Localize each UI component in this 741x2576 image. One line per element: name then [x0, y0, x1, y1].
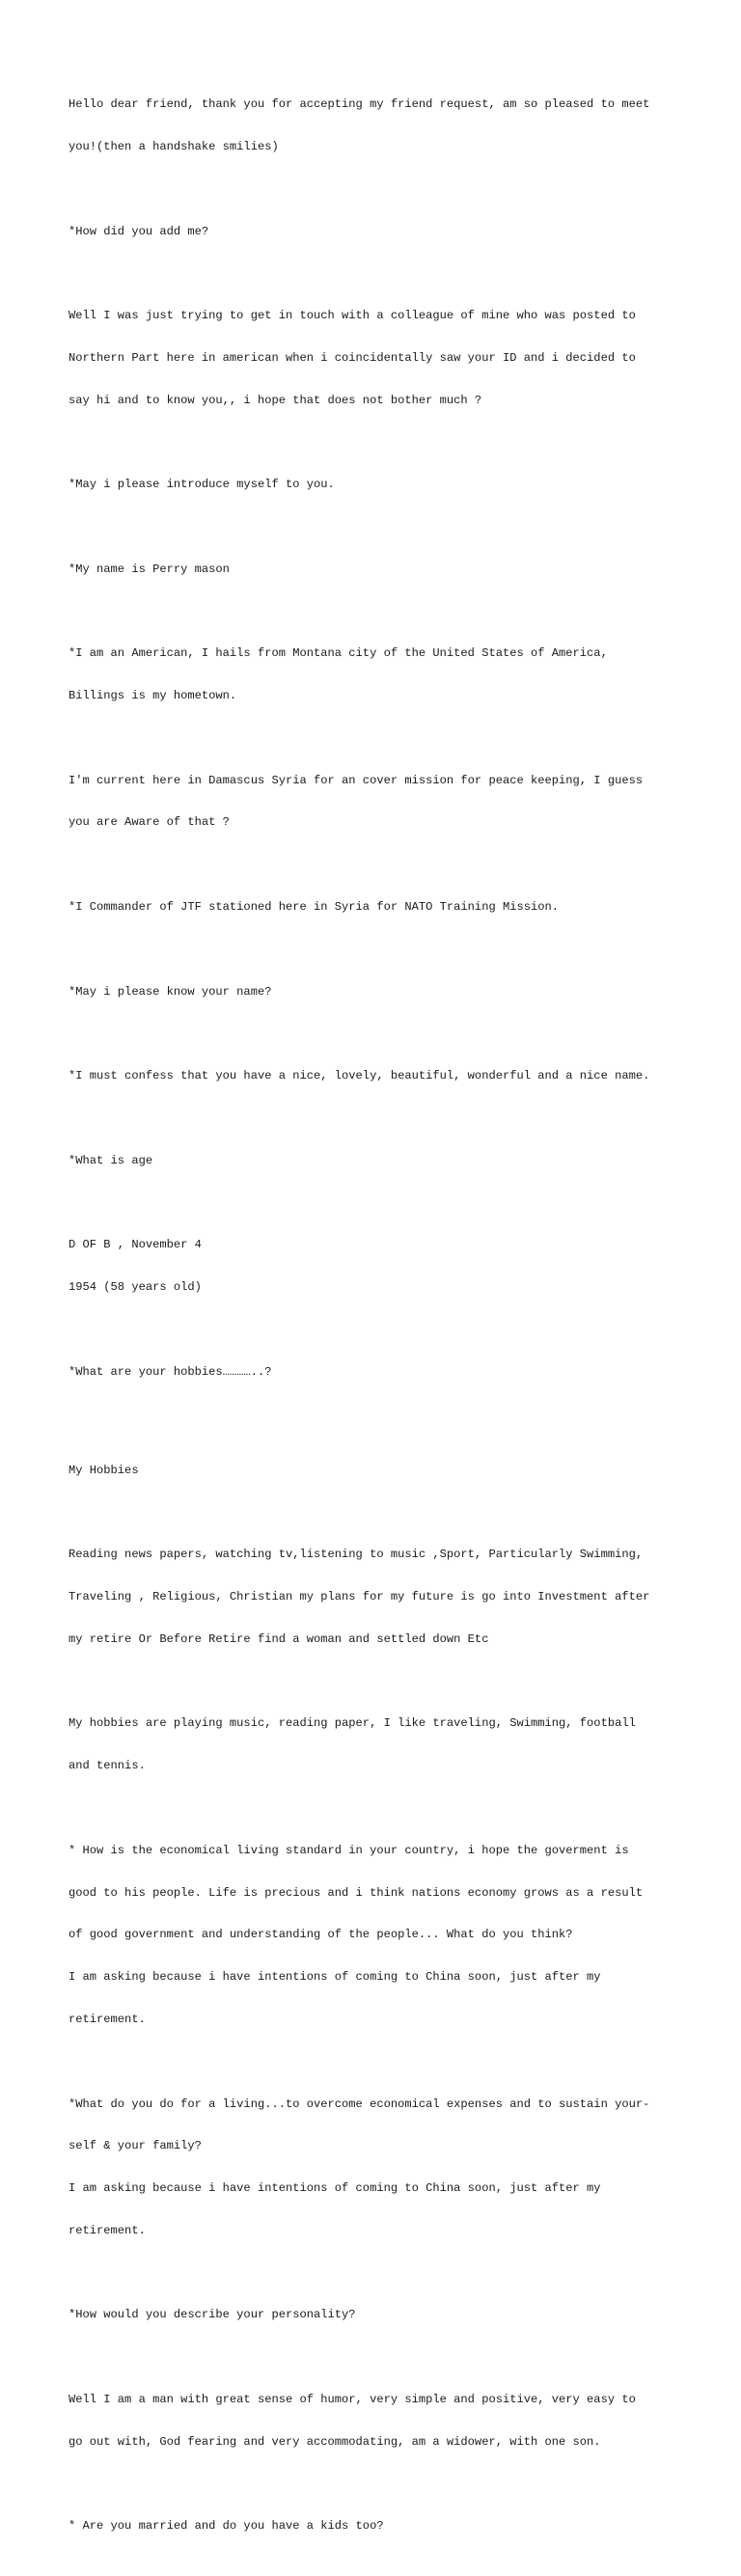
paragraph-ask-age [69, 1126, 686, 1196]
text-line: Hello dear friend, thank you for accepting my friend request, am so pleased to meet [69, 97, 650, 112]
paragraph-ask-name [69, 956, 686, 1027]
paragraph-ask-married [69, 2491, 686, 2562]
text-line: good to his people. Life is precious and i think nations economy grows as a result [69, 1885, 644, 1900]
text-line: say hi and to know you,, i hope that does not bother much ? [69, 393, 482, 407]
paragraph-answer-add [69, 281, 686, 436]
text-line: 1954 (58 years old) [69, 1280, 202, 1295]
text-line: go out with, God fearing and very accommodating, am a widower, with one son. [69, 2434, 601, 2449]
text-line: *How did you add me? [69, 224, 209, 238]
paragraph-personality [69, 2365, 686, 2478]
paragraph-hobbies-list [69, 1520, 686, 1675]
text-line: *I Commander of JTF stationed here in Syria for NATO Training Mission. [69, 900, 560, 915]
text-line: D OF B , November 4 [69, 1238, 202, 1252]
paragraph-introduce [69, 450, 686, 520]
text-line: you are Aware of that ? [69, 815, 230, 830]
text-line: of good government and understanding of the people... What do you think? [69, 1928, 573, 1942]
text-line: my retire Or Before Retire find a woman and settled down Etc [69, 1631, 489, 1646]
text-line: you!(then a handshake smilies) [69, 139, 279, 153]
paragraph-dob [69, 1210, 686, 1323]
paragraph-commander [69, 872, 686, 943]
text-line: *May i please introduce myself to you. [69, 478, 335, 492]
text-line: *My name is Perry mason [69, 562, 230, 576]
text-line: *What is age [69, 1153, 153, 1167]
text-line: * Are you married and do you have a kids too? [69, 2519, 384, 2534]
text-line: and tennis. [69, 1759, 146, 1773]
text-line: *May i please know your name? [69, 984, 272, 999]
text-line: I am asking because i have intentions of coming to China soon, just after my [69, 2181, 601, 2196]
text-line: retirement. [69, 2012, 146, 2026]
text-line: My Hobbies [69, 1463, 139, 1477]
text-line: *I am an American, I hails from Montana city of the United States of America, [69, 646, 608, 661]
text-line: *I must confess that you have a nice, lovely, beautiful, wonderful and a nice name. [69, 1069, 650, 1083]
text-line: My hobbies are playing music, reading paper, I like traveling, Swimming, football [69, 1716, 636, 1731]
text-line: I am asking because i have intentions of coming to China soon, just after my [69, 1970, 601, 1985]
text-line: Billings is my hometown. [69, 689, 237, 703]
paragraph-greeting [69, 69, 686, 182]
text-line: *What are your hobbies…………..? [69, 1364, 272, 1379]
text-line: *How would you describe your personality? [69, 2308, 356, 2322]
paragraph-location [69, 746, 686, 859]
paragraph-compliment [69, 1041, 686, 1111]
text-line: Reading news papers, watching tv,listening to music ,Sport, Particularly Swimming, [69, 1548, 644, 1562]
text-line: *What do you do for a living...to overcome economical expenses and to sustain your- [69, 2096, 650, 2111]
document-page [69, 69, 686, 2576]
text-line: Northern Part here in american when i coincidentally saw your ID and i decided to [69, 350, 636, 365]
text-line: Well I was just trying to get in touch with a colleague of mine who was posted to [69, 309, 636, 323]
text-line: I'm current here in Damascus Syria for an cover mission for peace keeping, I guess [69, 773, 644, 787]
paragraph-economy [69, 1816, 686, 2055]
paragraph-origin [69, 618, 686, 731]
text-line: Traveling , Religious, Christian my plans for my future is go into Investment after [69, 1590, 650, 1604]
paragraph-question-add [69, 196, 686, 266]
paragraph-ask-personality [69, 2280, 686, 2350]
paragraph-living [69, 2069, 686, 2265]
text-line: Well I am a man with great sense of humor, very simple and positive, very easy to [69, 2392, 636, 2406]
paragraph-hobbies-heading [69, 1436, 686, 1506]
paragraph-hobbies-more [69, 1688, 686, 1801]
paragraph-ask-hobbies [69, 1336, 686, 1407]
text-line: retirement. [69, 2223, 146, 2237]
text-line: self & your family? [69, 2139, 202, 2153]
text-line: * How is the economical living standard in your country, i hope the goverment is [69, 1843, 629, 1857]
paragraph-name [69, 534, 686, 605]
